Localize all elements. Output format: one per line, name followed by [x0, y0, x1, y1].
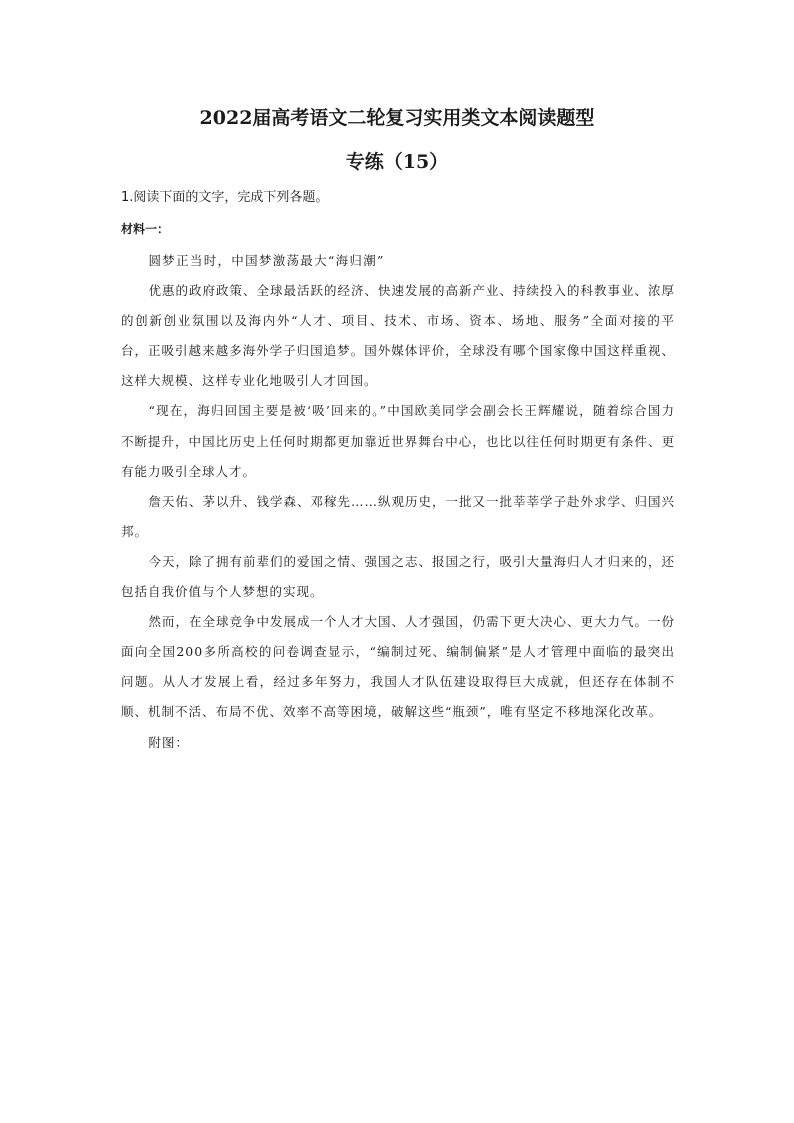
question-prompt: 1.阅读下面的文字，完成下列各题。 [121, 190, 329, 205]
figure-label: 附图： [148, 734, 190, 750]
document-title: 2022届高考语文二轮复习实用类文本阅读题型 [199, 107, 595, 129]
paragraph: “现在，海归回国主要是被‘吸’回来的。”中国欧美同学会副会长王辉耀说，随着综合国力不断提升，中国比历史上任何时期都更加靠近世界舞台中心，也比以往任何时期更有条件、更有能力吸引全球人才。 [121, 403, 675, 479]
material-body [121, 246, 675, 758]
material-heading: 圆梦正当时，中国梦激荡最大“海归潮” [148, 253, 385, 268]
document-subtitle: 专练（15） [345, 151, 449, 173]
paragraph: 优惠的政府政策、全球最活跃的经济、快速发展的高新产业、持续投入的科教事业、浓厚的创新创业氛围以及海内外“人才、项目、技术、市场、资本、场地、服务”全面对接的平台，正吸引越来越多海外学子归国追梦。国外媒体评价，全球没有哪个国家像中国这样重视、这样大规模、这样专业化地吸引人才回国。 [121, 283, 676, 389]
paragraph: 今天，除了拥有前辈们的爱国之情、强国之志、报国之行，吸引大量海归人才归来的，还包括自我价值与个人梦想的实现。 [121, 553, 676, 600]
material-label: 材料一： [121, 222, 170, 236]
paragraph: 詹天佑、茅以升、钱学森、邓稼先……纵观历史，一批又一批莘莘学子赴外求学、归国兴邦。 [121, 493, 676, 539]
paragraph: 然而，在全球竞争中发展成一个人才大国、人才强国，仍需下更大决心、更大力气。一份面向全国200多所高校的问卷调查显示，“编制过死、编制偏紧”是人才管理中面临的最突出问题。从人才发展上看，经过多年努力，我国人才队伍建设取得巨大成就，但还存在体制不顺、机制不活、布局不优、效率不高等困境，破解这些“瓶颈”，唯有坚定不移地深化改革。 [121, 614, 676, 720]
